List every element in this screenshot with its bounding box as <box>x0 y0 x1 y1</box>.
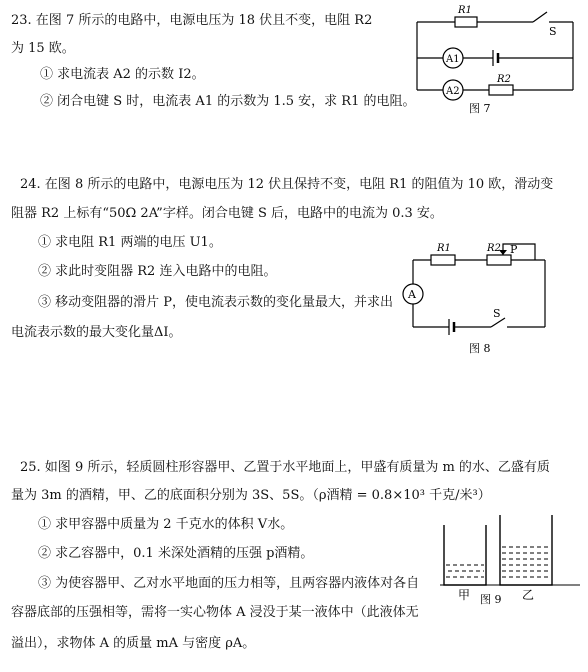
q25-item3b: 容器底部的压强相等，需将一实心物体 A 浸没于某一液体中（此液体无 <box>11 605 419 620</box>
water-surface <box>446 565 484 577</box>
q23-line2: 为 15 欧。 <box>11 41 75 56</box>
label-s: S <box>493 307 501 320</box>
label-p: P <box>510 243 518 256</box>
q24-item1: ① 求电阻 R1 两端的电压 U1。 <box>38 235 222 250</box>
q24-line2: 阻器 R2 上标有“50Ω 2A”字样。闭合电键 S 后，电路中的电流为 0.3 安。 <box>11 206 443 221</box>
container-yi <box>500 515 552 585</box>
container-jia <box>444 525 486 585</box>
figure-9-caption: 图 9 <box>480 593 502 606</box>
label-a1: A1 <box>446 54 460 65</box>
q23-line1: 23. 在图 7 所示的电路中，电源电压为 18 伏且不变，电阻 R2 <box>11 13 373 28</box>
q24-line1: 24. 在图 8 所示的电路中，电源电压为 12 伏且保持不变，电阻 R1 的阻值为 10 欧，滑动变 <box>20 177 554 192</box>
q24-item3b: 电流表示数的最大变化量ΔI。 <box>11 325 182 340</box>
figure-9-containers <box>440 515 580 610</box>
resistor-r2 <box>489 85 513 95</box>
figure-8-caption: 图 8 <box>469 342 491 355</box>
resistor-r1 <box>431 255 455 265</box>
q24-item3: ③ 移动变阻器的滑片 P，使电流表示数的变化量最大，并求出 <box>38 295 394 310</box>
label-r1: R1 <box>437 243 451 254</box>
q25-line2: 量为 3m 的酒精，甲、乙的底面积分别为 3S、5S。（ρ酒精 = 0.8×10³ 千克/米³） <box>11 488 491 503</box>
q25-item3c: 溢出），求物体 A 的质量 mA 与密度 ρA。 <box>11 636 256 651</box>
q23-item1: ① 求电流表 A2 的示数 I2。 <box>40 67 205 82</box>
q25-item3: ③ 为使容器甲、乙对水平地面的压力相等，且两容器内液体对各自 <box>38 576 420 591</box>
label-s: S <box>549 25 557 38</box>
q24-item2: ② 求此时变阻器 R2 连入电路中的电阻。 <box>38 264 277 279</box>
q23-item2: ② 闭合电键 S 时，电流表 A1 的示数为 1.5 安，求 R1 的电阻。 <box>40 94 416 109</box>
switch-s <box>533 12 547 22</box>
q25-line1: 25. 如图 9 所示，轻质圆柱形容器甲、乙置于水平地面上，甲盛有质量为 m 的水、乙盛有质 <box>20 460 550 475</box>
figure-7-caption: 图 7 <box>469 102 491 115</box>
label-jia: 甲 <box>458 588 471 602</box>
label-a2: A2 <box>446 86 460 97</box>
label-yi: 乙 <box>522 588 535 602</box>
figure-7-circuit <box>405 0 585 120</box>
figure-8-circuit <box>395 232 565 360</box>
label-a: A <box>408 288 416 301</box>
q25-item2: ② 求乙容器中，0.1 米深处酒精的压强 p酒精。 <box>38 546 314 561</box>
rheostat-r2 <box>487 255 511 265</box>
label-r1: R1 <box>458 5 472 16</box>
label-r2: R2 <box>487 243 501 254</box>
resistor-r1 <box>455 17 477 27</box>
q25-item1: ① 求甲容器中质量为 2 千克水的体积 V水。 <box>38 517 294 532</box>
alcohol-surface <box>502 547 550 577</box>
label-r2: R2 <box>497 74 511 85</box>
